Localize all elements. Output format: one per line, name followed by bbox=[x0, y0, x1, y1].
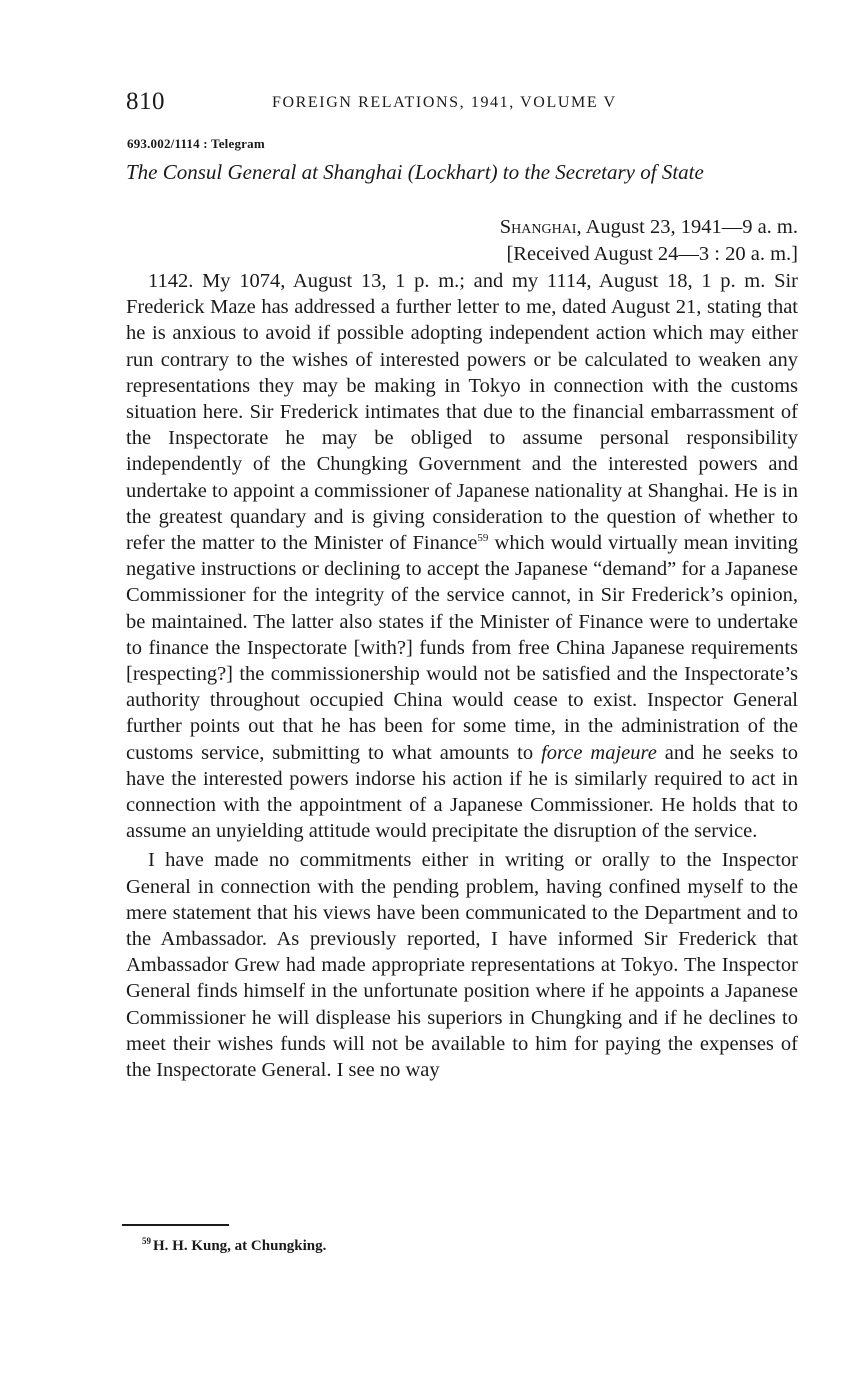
paragraph-1-italic: force majeure bbox=[541, 741, 657, 764]
paragraph-1-part-a: 1142. My 1074, August 13, 1 p. m.; and my 1114, August 18, 1 p. m. Sir Frederick Maze has addressed a further letter to me, dated August 21, stating that he is anxious to avoid if possible adopting independent action which may either run contrary to the wishes of interested powers or be calculated to weaken any representations they may be making in Tokyo in connection with the customs situation here. Sir Frederick intimates that due to the financial embarrassment of the Inspectorate he may be obliged to assume personal responsibility independently of the Chungking Government and the interested powers and undertake to appoint a commissioner of Japanese nationality at Shanghai. He is in the greatest quandary and is giving consideration to the question of whether to refer the matter to the Minister of Finance bbox=[126, 270, 798, 555]
running-head-title: FOREIGN RELATIONS, 1941, VOLUME V bbox=[272, 94, 617, 111]
paragraph-2: I have made no commitments either in writing or orally to the Inspector General in connection with the pending problem, having confined myself to the mere statement that his views have been communicated to the Department and to the Ambassador. As previously reported, I have informed Sir Frederick that Ambassador Grew had made appropriate representations at Tokyo. The Inspector General finds himself in the unfortunate position where if he appoints a Japanese Commissioner he will displease his superiors in Chungking and if he declines to meet their wishes funds will not be available to him for paying the expenses of the Inspectorate General. I see no way bbox=[126, 849, 798, 1082]
dateline-place: Shanghai, bbox=[499, 216, 582, 238]
document-title: The Consul General at Shanghai (Lockhart) to the Secretary of State bbox=[126, 160, 704, 184]
received-line: [Received August 24—3 : 20 a. m.] bbox=[506, 243, 798, 265]
paragraph-1-part-b: which would virtually mean inviting negative instructions or declining to accept the Japanese “demand” for a Japanese Commissioner for the integrity of the service cannot, in Sir Frederick’s opinion, be maintained. The latter also states if the Minister of Finance were to undertake to finance the Inspectorate [with?] funds from free China Japanese requirements [respecting?] the commissionership would not be satisfied and the Inspectorate’s authority throughout occupied China would cease to exist. Inspector General further points out that he has been for some time, in the administration of the customs service, submitting to what amounts to bbox=[126, 532, 798, 764]
dateline-date: August 23, 1941—9 a. m. bbox=[585, 216, 798, 238]
telegram-body bbox=[126, 268, 798, 1083]
footnote-divider bbox=[122, 1224, 229, 1226]
footnote-text: H. H. Kung, at Chungking. bbox=[153, 1238, 327, 1254]
footnote-marker: 59 bbox=[477, 532, 489, 545]
running-head bbox=[126, 88, 800, 118]
footnote-number: 59 bbox=[142, 1236, 151, 1246]
page-number: 810 bbox=[126, 88, 165, 115]
paragraph-1 bbox=[126, 268, 798, 844]
footnote bbox=[142, 1238, 326, 1255]
dateline bbox=[500, 214, 798, 241]
file-reference: 693.002/1114 : Telegram bbox=[127, 136, 265, 151]
paragraph-1-part-c: and he seeks to have the interested powers indorse his action if he is similarly required to act in connection with the appointment of a Japanese Commissioner. He holds that to assume an unyielding attitude would precipitate the disruption of the service. bbox=[126, 741, 799, 843]
